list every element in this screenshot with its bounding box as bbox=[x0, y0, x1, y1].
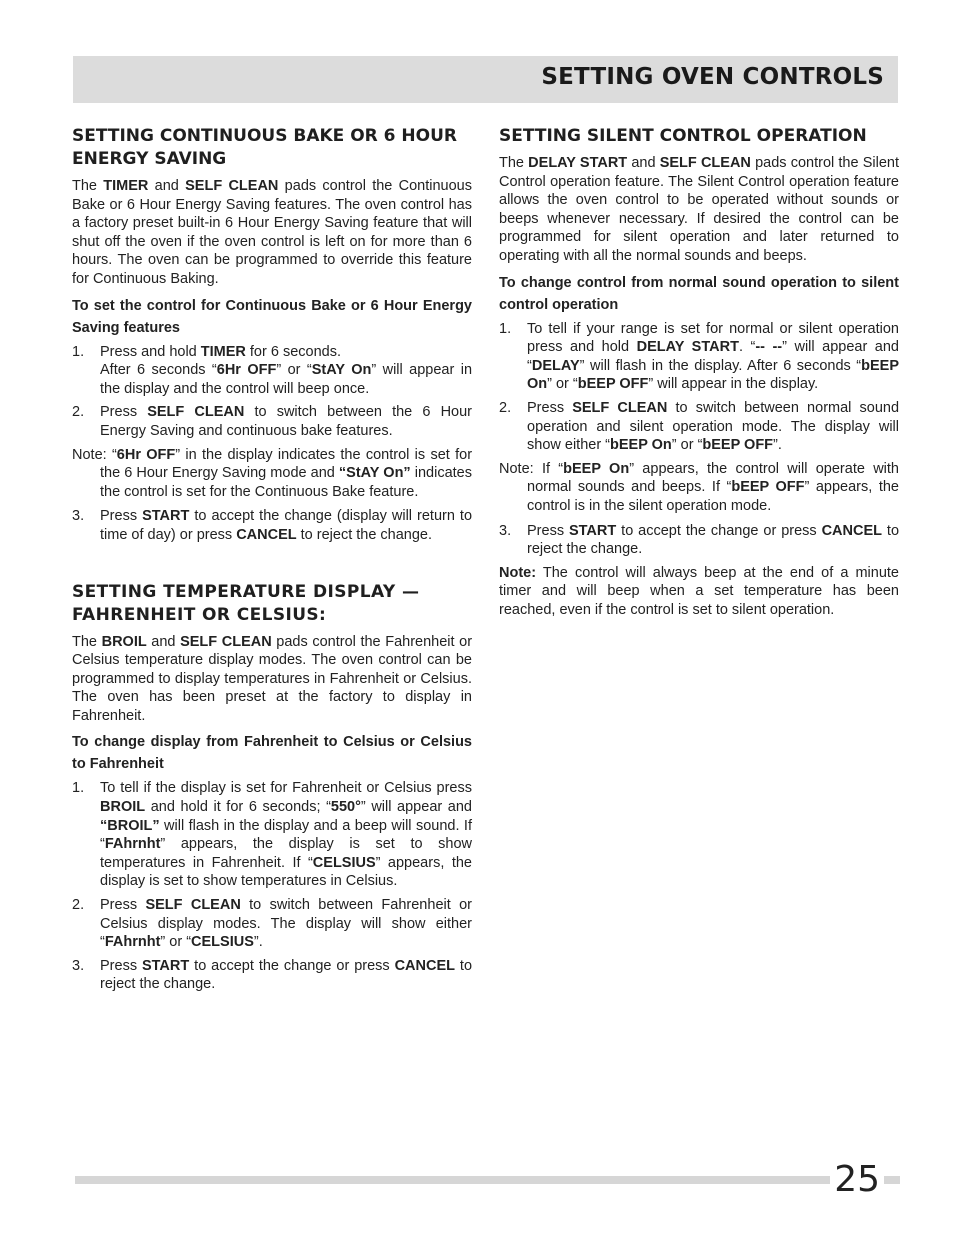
list-item: 1. To tell if your range is set for normal or silent operation press and hold DELAY START. “-- --” will appear and “DELAY” will flash in the display. After 6 seconds “bEEP On” or “bEEP OFF” will appear in the display. bbox=[499, 320, 899, 393]
list-item: 2. Press SELF CLEAN to switch between Fahrenheit or Celsius display modes. The display will show either “FAhrnht” or “CELSIUS”. bbox=[72, 897, 473, 951]
section-heading-silent-control: SETTING SILENT CONTROL OPERATION bbox=[499, 126, 867, 146]
list-item: 1. Press and hold TIMER for 6 seconds. After 6 seconds “6Hr OFF” or “StAY On” will appear in the display and the control will beep once. bbox=[72, 343, 473, 397]
right-column bbox=[499, 125, 899, 625]
page-title: SETTING OVEN CONTROLS bbox=[541, 64, 884, 90]
list-item: 3. Press START to accept the change or press CANCEL to reject the change. bbox=[499, 522, 900, 558]
instruction-subheading: To change display from Fahrenheit to Celsius or Celsius to Fahrenheit bbox=[72, 734, 472, 773]
list-item: 2. Press SELF CLEAN to switch between the 6 Hour Energy Saving and continuous bake features. bbox=[72, 404, 472, 439]
list-item: 3. Press START to accept the change (display will return to time of day) or press CANCEL to reject the change. bbox=[72, 508, 473, 543]
steps-list bbox=[72, 507, 472, 544]
left-column bbox=[72, 125, 472, 999]
steps-list bbox=[72, 779, 472, 994]
section-heading-temperature-display: SETTING TEMPERATURE DISPLAY — FAHRENHEIT OR CELSIUS: bbox=[72, 581, 420, 625]
header-banner bbox=[73, 56, 898, 103]
footer-bar bbox=[75, 1176, 900, 1184]
steps-list bbox=[72, 343, 472, 441]
section-heading-continuous-bake: SETTING CONTINUOUS BAKE OR 6 HOUR ENERGY SAVING bbox=[72, 126, 457, 169]
instruction-subheading: To change control from normal sound operation to silent control operation bbox=[499, 274, 899, 313]
section-intro-continuous-bake: The TIMER and SELF CLEAN pads control the Continuous Bake or 6 Hour Energy Saving features. The oven control has a factory preset built-in 6 Hour Energy Saving feature that will shut off the oven if the oven control is left on for more than 6 hours. The oven can be programmed to override this feature for Continuous Baking. bbox=[72, 178, 472, 287]
section-intro-temperature-display: The BROIL and SELF CLEAN pads control the Fahrenheit or Celsius temperature display modes. The oven control can be programmed to display temperatures in Fahrenheit or Celsius. The oven has been preset at the factory to display in Fahrenheit. bbox=[72, 633, 473, 724]
list-item: 1. To tell if the display is set for Fahrenheit or Celsius press BROIL and hold it for 6 seconds; “550°” will appear and “BROIL” will flash in the display and a beep will sound. If “FAhrnht” appears, the display is set to show temperatures in Fahrenheit. If “CELSIUS” appears, the display is set to show temperatures in Celsius. bbox=[72, 780, 472, 890]
final-note-text: Note: The control will always beep at the end of a minute timer and will beep when a set temperature has been reached, even if the control is set to silent operation. bbox=[499, 564, 899, 618]
steps-list bbox=[499, 320, 899, 455]
list-item: 3. Press START to accept the change or press CANCEL to reject the change. bbox=[72, 957, 473, 993]
note-text: Note: “6Hr OFF” in the display indicates the control is set for the 6 Hour Energy Saving mode and “StAY On” indicates the control is set for the Continuous Bake feature. bbox=[72, 446, 473, 500]
list-item: 2. Press SELF CLEAN to switch between normal sound operation and silent operation mode. The display will show either “bEEP On” or “bEEP OFF”. bbox=[499, 399, 900, 454]
note-text: Note: If “bEEP On” appears, the control will operate with normal sounds and beeps. If “bEEP OFF” appears, the control is in the silent operation mode. bbox=[499, 460, 899, 514]
section-intro-silent-control: The DELAY START and SELF CLEAN pads control the Silent Control operation feature. The Silent Control operation feature allows the oven control to be operated without sounds or beeps whenever necessary. If desired the control can be programmed for silent operation and later returned to operating with all the normal sounds and beeps. bbox=[499, 155, 900, 264]
instruction-subheading: To set the control for Continuous Bake or 6 Hour Energy Saving features bbox=[72, 297, 472, 336]
page-number: 25 bbox=[830, 1158, 884, 1202]
steps-list bbox=[499, 522, 899, 559]
